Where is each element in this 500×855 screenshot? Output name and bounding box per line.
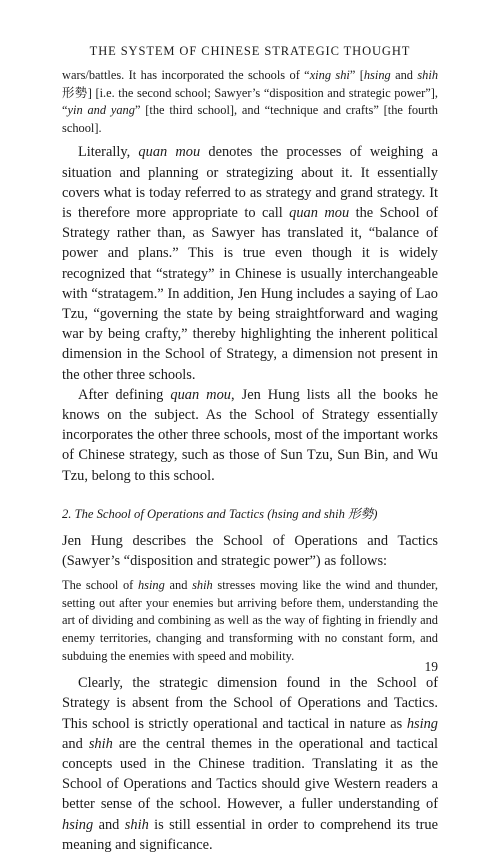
- text-run: After defining: [78, 386, 171, 403]
- italic-term: quan mou: [289, 204, 350, 221]
- paragraph-content: [62, 387, 438, 484]
- italic-term: hsing: [62, 816, 94, 833]
- paragraph-quan-mou: [62, 142, 438, 384]
- text-run: the School of Strategy rather than, as Sawyer has translated it, “balance of power and plans.” This is true even though it is widely recognized that “strategy” in Chinese is usually interchangeable with “stratagem.” In addition, Jen Hung includes a saying of Lao Tzu, “governing the state by being straightforward and waging war by being crafty,” thereby highlighting the inherent political dimension in the School of Strategy, a dimension not present in the other three schools.: [62, 204, 438, 383]
- text-run: is still essential in order to comprehend its true meaning and significance.: [62, 816, 438, 853]
- running-head: THE SYSTEM OF CHINESE STRATEGIC THOUGHT: [89, 44, 411, 58]
- text-run: Literally,: [78, 144, 139, 161]
- italic-term: hsing: [406, 715, 438, 732]
- text-run: 2. The School of Operations and Tactics (hsing and shih 形勢): [62, 506, 378, 521]
- text-run: 形勢] [i.e. the second school; Sawyer’s “disposition and strategic power”], “: [62, 85, 438, 118]
- page-number: 19: [424, 659, 438, 674]
- text-run: and: [62, 735, 89, 752]
- italic-term: quan mou: [138, 144, 201, 161]
- text-run: wars/battles. It has incorporated the schools of “: [62, 68, 310, 82]
- block-quote: [62, 577, 438, 665]
- text-run: and: [164, 578, 193, 593]
- quote-content: [62, 578, 438, 662]
- italic-term: yin and yang: [67, 103, 135, 118]
- italic-term: xing shi: [309, 68, 350, 82]
- italic-term: shih: [192, 578, 213, 593]
- text-run: and: [93, 816, 125, 833]
- italic-term: shih: [417, 68, 439, 82]
- italic-term: hsing: [137, 578, 165, 593]
- text-run: ” [the third school], and “technique and crafts” [the fourth school].: [62, 103, 438, 135]
- text-run: and: [390, 68, 418, 82]
- italic-term: shih: [88, 735, 113, 752]
- text-run: are the central themes in the operational and tactical concepts used in the Chinese tradition. Translating it as the School of Operations and Tactics should give Western readers a better sense of the school. However, a fuller understanding of: [62, 735, 438, 813]
- section-heading-text: [62, 507, 377, 521]
- paragraph-content: [62, 533, 438, 569]
- paragraph-content: [62, 68, 438, 135]
- text-run: ” [: [349, 68, 364, 82]
- closing-paragraph: [62, 673, 438, 855]
- paragraph-content: [62, 675, 438, 853]
- italic-term: quan mou: [170, 386, 231, 403]
- section-heading: [62, 506, 438, 523]
- italic-term: hsing: [363, 68, 391, 82]
- text-run: Clearly, the strategic dimension found in the School of Strategy is absent from the School of Operations and Tactics. This school is strictly operational and tactical in nature as: [62, 675, 438, 732]
- italic-term: shih: [124, 816, 149, 833]
- text-run: The school of: [62, 578, 138, 593]
- text-run: denotes the processes of weighing a situation and planning or strategizing about it. It essentially covers what is today referred to as strategy and grand strategy. It is therefore more appropriate to call: [62, 144, 438, 221]
- text-run: Jen Hung describes the School of Operations and Tactics (Sawyer’s “disposition and strategic power”) as follows:: [62, 532, 438, 570]
- text-run: stresses moving like the wind and thunder, setting out after your enemies but arriving before them, understanding the art of dividing and combining as well as the way of fighting in friendly and enemy territories, changing and transforming with no constant form, and subduing the enemies with speed and mobility.: [62, 578, 439, 663]
- body-text: [62, 67, 438, 855]
- paragraph-content: [62, 144, 438, 382]
- intro-paragraph: [62, 531, 438, 571]
- paragraph-after-defining: [62, 385, 438, 486]
- continuation-paragraph: [62, 67, 438, 137]
- text-run: , Jen Hung lists all the books he knows on the subject. As the School of Strategy essentially incorporates the other three schools, most of the important works of Chinese strategy, such as those of Sun Tzu, Sun Bin, and Wu Tzu, belong to this school.: [62, 386, 438, 484]
